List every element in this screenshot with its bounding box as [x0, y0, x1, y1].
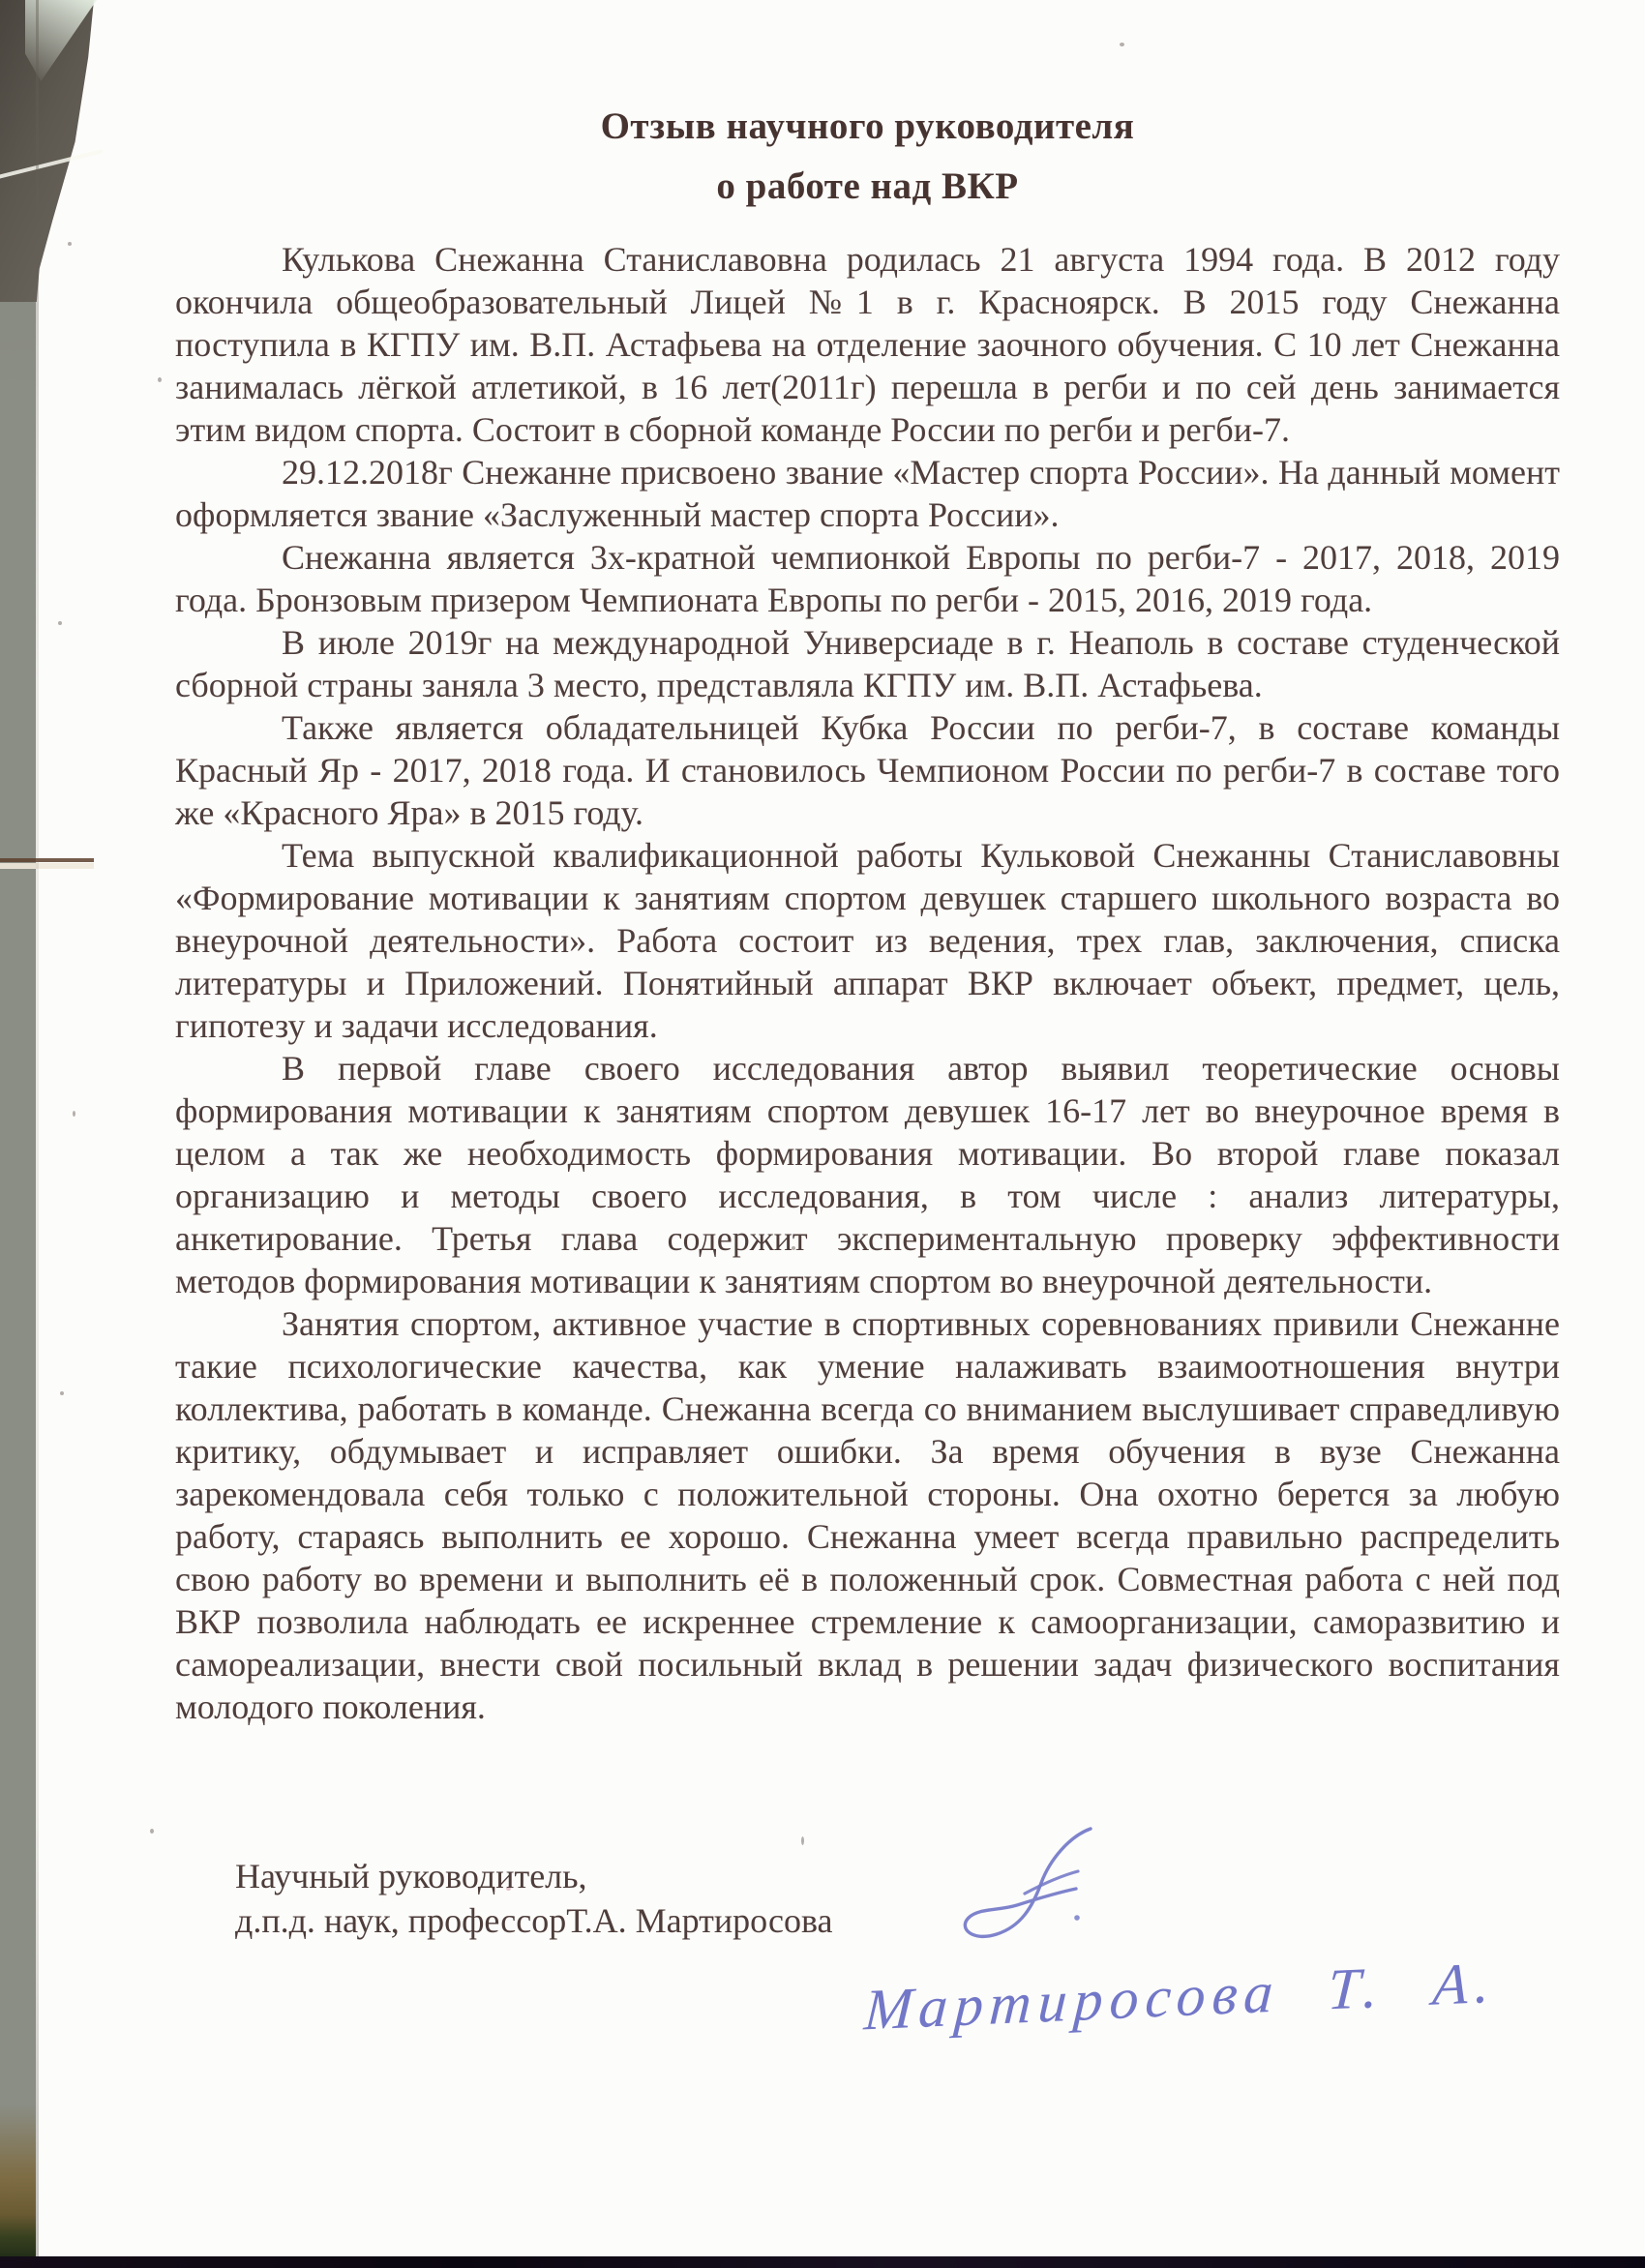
paragraph: Также является обладательницей Кубка России по регби-7, в составе команды Красный Яр - 2017, 2018 года. И становилось Чемпионом России по регби-7 в составе того же «Красного Яра» в 2015 году.: [175, 708, 1560, 832]
scan-line-artifact: [0, 863, 94, 869]
paragraph: В июле 2019г на международной Универсиаде в г. Неаполь в составе студенческой сборной страны заняла 3 место, представляла КГПУ им. В.П. Астафьева.: [175, 623, 1560, 704]
paragraph: Занятия спортом, активное участие в спортивных соревнованиях привили Снежанне такие психологические качества, как умение налаживать взаимоотношения внутри коллектива, работать в команде. Снежанна всегда со вниманием выслушивает справедливую критику, обдумывает и исправляет ошибки. За время обучения в вузе Снежанна зарекомендовала себя только с положительной стороны. Она охотно берется за любую работу, стараясь выполнить ее хорошо. Снежанна умеет всегда правильно распределить свою работу во времени и выполнить её в положенный срок. Совместная работа с ней под ВКР позволила наблюдать ее искреннее стремление к самоорганизации, саморазвитию и самореализации, внести свой посильный вклад в решении задач физического воспитания молодого поколения.: [175, 1304, 1560, 1726]
noise-speck: [68, 242, 72, 246]
paragraph: Кулькова Снежанна Станиславовна родилась 21 августа 1994 года. В 2012 году окончила общеобразовательный Лицей №1 в г. Красноярск. В 2015 году Снежанна поступила в КГПУ им. В.П. Астафьева на отделение заочного обучения. С 10 лет Снежанна занималась лёгкой атлетикой, в 16 лет(2011г) перешла в регби и по сей день занимается этим видом спорта. Состоит в сборной команде России по регби и регби-7.: [175, 240, 1560, 449]
paragraph: В первой главе своего исследования автор выявил теоретические основы формирования мотивации к занятиям спортом девушек 16-17 лет во внеурочное время в целом а так же необходимость формирования мотивации. Во второй главе показал организацию и методы своего исследования, в том числе : анализ литературы, анкетирование. Третья глава содержит экспериментальную проверку эффективности методов формирования мотивации к занятиям спортом во внеурочной деятельности.: [175, 1049, 1560, 1300]
scan-line-artifact: [0, 858, 94, 862]
signature-degree-line: д.п.д. наук, профессорТ.А. Мартиросова: [235, 1901, 833, 1940]
paragraph: 29.12.2018г Снежанне присвоено звание «Мастер спорта России». На данный момент оформляется звание «Заслуженный мастер спорта России».: [175, 453, 1560, 534]
document-body: [175, 97, 1560, 1728]
scanner-edge-strip: [0, 0, 36, 2268]
noise-speck: [73, 1111, 75, 1117]
signature-block: [235, 1854, 833, 1943]
bottom-scan-bar: [0, 2256, 1645, 2268]
paragraphs: [175, 238, 1560, 1728]
paragraph: Снежанна является 3х-кратной чемпионкой Европы по регби-7 - 2017, 2018, 2019 года. Бронзовым призером Чемпионата Европы по регби - 2015, 2016, 2019 года.: [175, 538, 1560, 619]
paper-edge-line: [36, 0, 39, 2268]
noise-speck: [158, 377, 162, 382]
noise-speck: [1120, 43, 1124, 46]
document-title: [175, 97, 1560, 217]
noise-speck: [801, 1836, 804, 1845]
noise-speck: [58, 621, 62, 625]
handwritten-signature-flourish: [943, 1817, 1113, 1953]
title-line-2: о работе над ВКР: [716, 165, 1019, 207]
noise-speck: [60, 1391, 64, 1395]
paragraph: Тема выпускной квалификационной работы Кульковой Снежанны Станиславовны «Формирование мотивации к занятиям спортом девушек старшего школьного возраста во внеурочной деятельности». Работа состоит из ведения, трех глав, заключения, списка литературы и Приложений. Понятийный аппарат ВКР включает объект, предмет, цель, гипотезу и задачи исследования.: [175, 836, 1560, 1045]
handwritten-name: Мартиросова Т. А.: [862, 1950, 1499, 2043]
noise-speck: [150, 1829, 154, 1834]
title-line-1: Отзыв научного руководителя: [600, 105, 1135, 147]
signature-role-line: Научный руководитель,: [235, 1857, 587, 1895]
